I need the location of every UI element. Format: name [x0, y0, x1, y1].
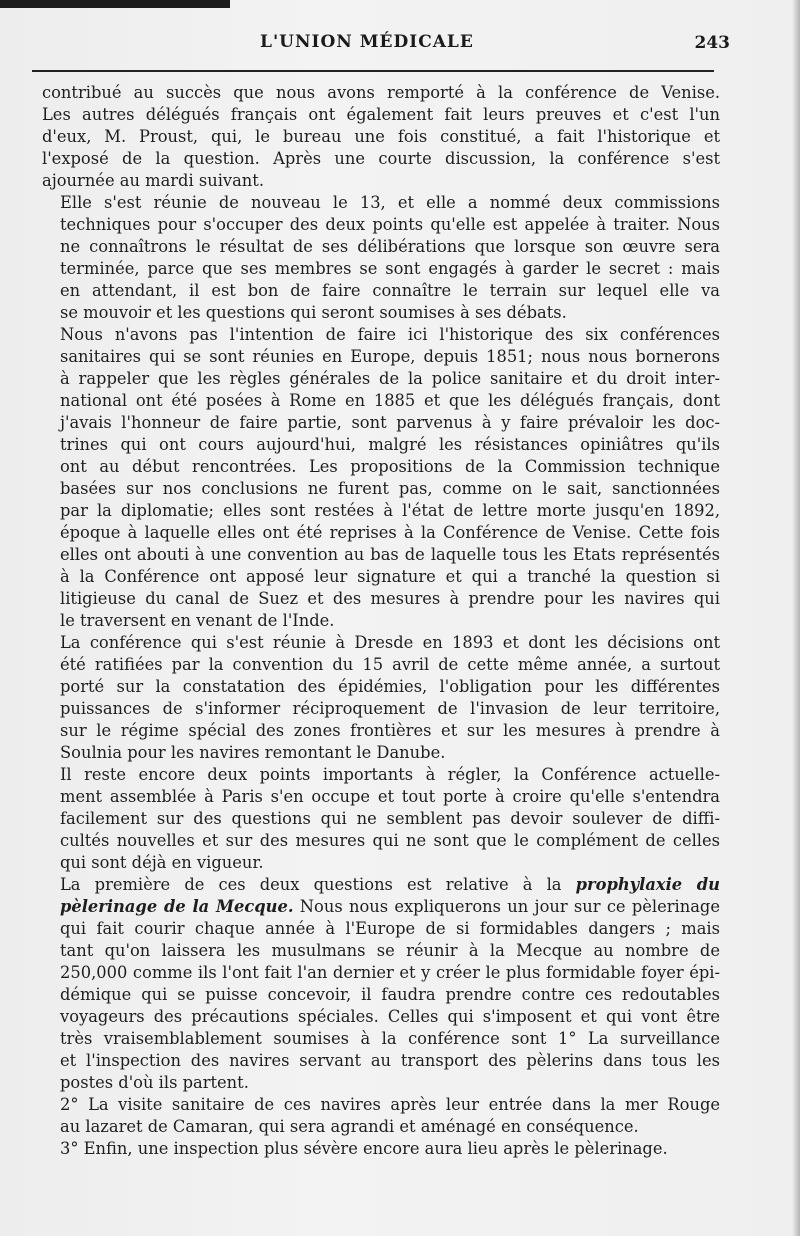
text-line: puissances de s'informer réciproquement de l'invasion de leur territoire, — [60, 699, 720, 718]
text-line: La conférence qui s'est réunie à Dresde en 1893 et dont les décisions ont — [60, 633, 720, 652]
text-line: par la diplomatie; elles sont restées à l'état de lettre morte jusqu'en 1892, — [60, 501, 720, 520]
text-line: La première de ces deux questions est relative à la prophylaxie du — [60, 875, 720, 894]
text-line: au lazaret de Camaran, qui sera agrandi et aménagé en conséquence. — [60, 1117, 639, 1136]
scan-edge-right — [792, 0, 800, 1236]
text-line: démique qui se puisse concevoir, il faudra prendre contre ces redoutables — [60, 985, 720, 1004]
text-line: 2° La visite sanitaire de ces navires après leur entrée dans la mer Rouge — [60, 1095, 720, 1114]
text-line: pèlerinage de la Mecque. Nous nous expliquerons un jour sur ce pèlerinage — [60, 897, 720, 916]
text-line: d'eux, M. Proust, qui, le bureau une fois constitué, a fait l'historique et — [42, 127, 720, 146]
text-line: techniques pour s'occuper des deux points qu'elle est appelée à traiter. Nous — [60, 215, 720, 234]
text-line: contribué au succès que nous avons remporté à la conférence de Venise. — [42, 83, 720, 102]
text-line: voyageurs des précautions spéciales. Celles qui s'imposent et qui vont être — [60, 1007, 720, 1026]
text-line: 250,000 comme ils l'ont fait l'an dernier et y créer le plus formidable foyer épi- — [60, 963, 720, 982]
text-line: Les autres délégués français ont également fait leurs preuves et c'est l'un — [42, 105, 720, 124]
text-line: en attendant, il est bon de faire connaître le terrain sur lequel elle va — [60, 281, 720, 300]
paragraph — [42, 1138, 720, 1160]
text-line: et l'inspection des navires servant au transport des pèlerins dans tous les — [60, 1051, 720, 1070]
paragraph — [42, 1094, 720, 1138]
text-line: tant qu'on laissera les musulmans se réunir à la Mecque au nombre de — [60, 941, 720, 960]
text-line: cultés nouvelles et sur des mesures qui ne sont que le complément de celles — [60, 831, 720, 850]
text-line: à la Conférence ont apposé leur signature et qui a tranché la question si — [60, 567, 720, 586]
running-title: L'UNION MÉDICALE — [260, 32, 474, 52]
text-line: époque à laquelle elles ont été reprises à la Conférence de Venise. Cette fois — [60, 523, 720, 542]
text-line: trines qui ont cours aujourd'hui, malgré les résistances opiniâtres qu'ils — [60, 435, 720, 454]
body-text — [42, 82, 720, 1160]
text-line: le traversent en venant de l'Inde. — [60, 611, 335, 630]
text-line: été ratifiées par la convention du 15 avril de cette même année, a surtout — [60, 655, 720, 674]
scan-edge-top — [0, 0, 230, 8]
paragraph — [42, 192, 720, 324]
text-line: porté sur la constatation des épidémies, l'obligation pour les différentes — [60, 677, 720, 696]
paragraph — [42, 324, 720, 632]
paragraph — [42, 764, 720, 874]
text-line: j'avais l'honneur de faire partie, sont parvenus à y faire prévaloir les doc- — [60, 413, 720, 432]
text-line: facilement sur des questions qui ne semblent pas devoir soulever de diffi- — [60, 809, 720, 828]
text-line: se mouvoir et les questions qui seront soumises à ses débats. — [60, 303, 567, 322]
text-line: terminée, parce que ses membres se sont engagés à garder le secret : mais — [60, 259, 720, 278]
text-line: sur le régime spécial des zones frontières et sur les mesures à prendre à — [60, 721, 720, 740]
text-line: elles ont abouti à une convention au bas de laquelle tous les Etats représentés — [60, 545, 720, 564]
text-line: très vraisemblablement soumises à la conférence sont 1° La surveillance — [60, 1029, 720, 1048]
text-line: national ont été posées à Rome en 1885 et que les délégués français, dont — [60, 391, 720, 410]
text-line: Soulnia pour les navires remontant le Danube. — [60, 743, 446, 762]
paragraph — [42, 82, 720, 192]
paragraph — [42, 874, 720, 1094]
text-line: ont au début rencontrées. Les propositions de la Commission technique — [60, 457, 720, 476]
text-line: Il reste encore deux points importants à régler, la Conférence actuelle- — [60, 765, 720, 784]
text-line: sanitaires qui se sont réunies en Europe, depuis 1851; nous nous bornerons — [60, 347, 720, 366]
text-line: ment assemblée à Paris s'en occupe et tout porte à croire qu'elle s'entendra — [60, 787, 720, 806]
text-line: Elle s'est réunie de nouveau le 13, et elle a nommé deux commissions — [60, 193, 720, 212]
text-line: 3° Enfin, une inspection plus sévère encore aura lieu après le pèlerinage. — [60, 1139, 668, 1158]
text-line: postes d'où ils partent. — [60, 1073, 249, 1092]
text-line: à rappeler que les règles générales de la police sanitaire et du droit inter- — [60, 369, 720, 388]
header-rule — [32, 70, 714, 72]
text-line: basées sur nos conclusions ne furent pas, comme on le sait, sanctionnées — [60, 479, 720, 498]
text-line: l'exposé de la question. Après une courte discussion, la conférence s'est — [42, 149, 720, 168]
text-line: litigieuse du canal de Suez et des mesures à prendre pour les navires qui — [60, 589, 720, 608]
text-line: qui fait courir chaque année à l'Europe de si formidables dangers ; mais — [60, 919, 720, 938]
text-line: ne connaîtrons le résultat de ses délibérations que lorsque son œuvre sera — [60, 237, 720, 256]
paragraph — [42, 632, 720, 764]
text-line: ajournée au mardi suivant. — [42, 171, 265, 190]
text-line: qui sont déjà en vigueur. — [60, 853, 264, 872]
page-header — [40, 30, 730, 64]
text-line: Nous n'avons pas l'intention de faire ici l'historique des six conférences — [60, 325, 720, 344]
page-number: 243 — [694, 33, 730, 53]
